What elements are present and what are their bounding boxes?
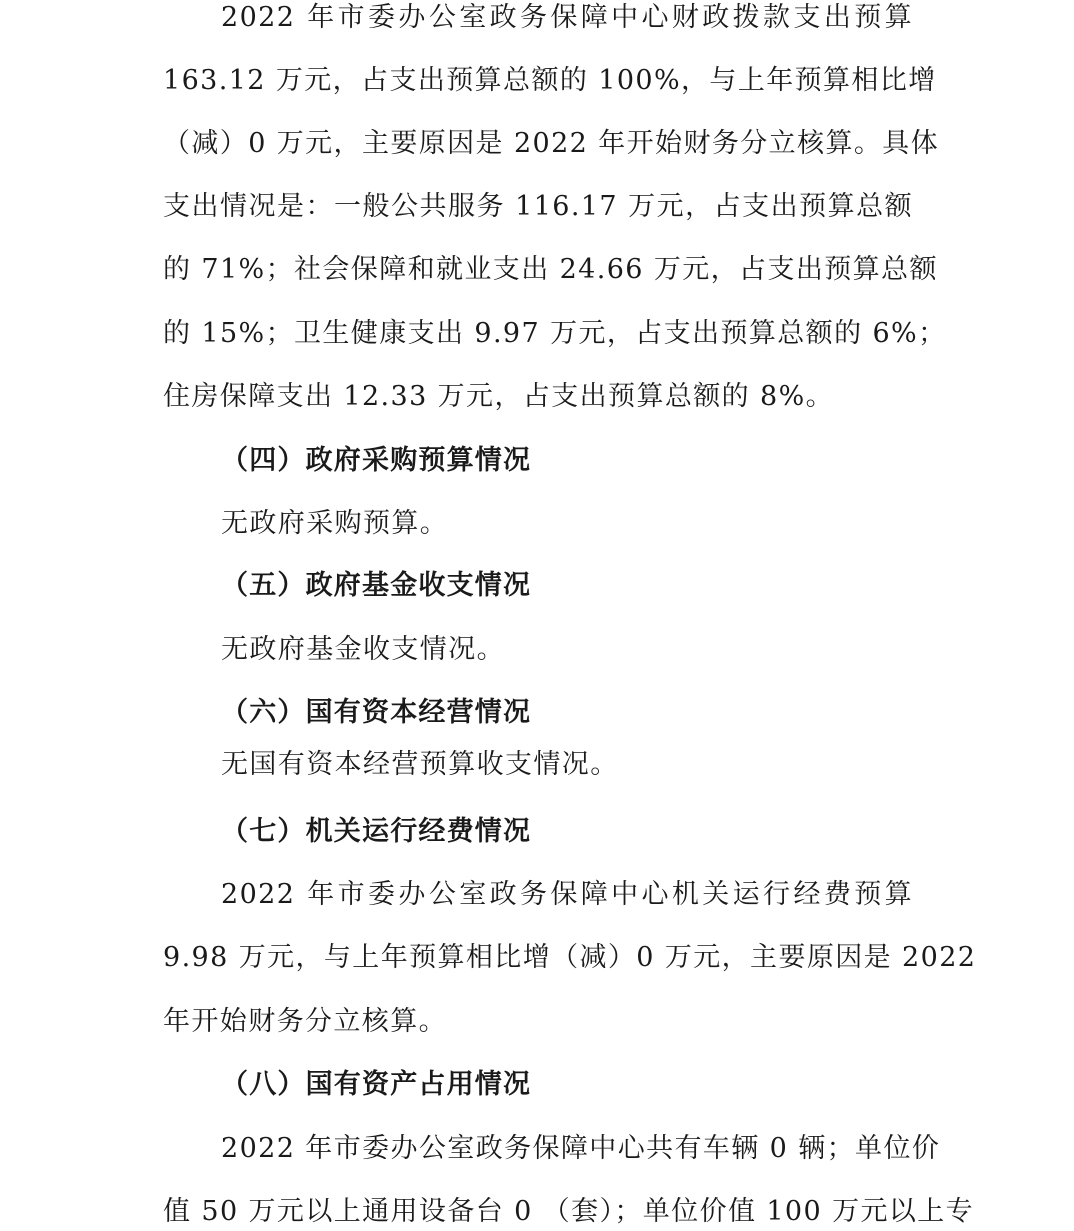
heading-government-fund: （五）政府基金收支情况	[221, 570, 532, 601]
assets-paragraph-line-1: 2022 年市委办公室政务保障中心共有车辆 0 辆；单位价	[221, 1133, 941, 1164]
procurement-body: 无政府采购预算。	[221, 508, 449, 539]
budget-paragraph-line-3: （减）0 万元，主要原因是 2022 年开始财务分立核算。具体	[163, 128, 940, 159]
budget-paragraph-line-7: 住房保障支出 12.33 万元，占支出预算总额的 8%。	[163, 381, 835, 412]
budget-paragraph-line-4: 支出情况是：一般公共服务 116.17 万元，占支出预算总额	[163, 191, 913, 222]
budget-paragraph-line-6: 的 15%；卫生健康支出 9.97 万元，占支出预算总额的 6%；	[163, 318, 947, 349]
budget-paragraph-line-2: 163.12 万元，占支出预算总额的 100%，与上年预算相比增	[163, 65, 937, 96]
heading-operating-expenses: （七）机关运行经费情况	[221, 816, 532, 847]
operating-paragraph-line-1: 2022 年市委办公室政务保障中心机关运行经费预算	[221, 879, 913, 910]
heading-state-assets: （八）国有资产占用情况	[221, 1069, 532, 1100]
assets-paragraph-line-2: 值 50 万元以上通用设备台 0 （套）；单位价值 100 万元以上专	[163, 1196, 975, 1227]
budget-paragraph-line-5: 的 71%；社会保障和就业支出 24.66 万元，占支出预算总额	[163, 254, 938, 285]
state-capital-body: 无国有资本经营预算收支情况。	[221, 749, 619, 780]
heading-state-capital: （六）国有资本经营情况	[221, 697, 532, 728]
operating-paragraph-line-2: 9.98 万元，与上年预算相比增（减）0 万元，主要原因是 2022	[163, 942, 977, 973]
operating-paragraph-line-3: 年开始财务分立核算。	[163, 1006, 447, 1037]
government-fund-body: 无政府基金收支情况。	[221, 634, 505, 665]
heading-procurement: （四）政府采购预算情况	[221, 445, 532, 476]
budget-paragraph-line-1: 2022 年市委办公室政务保障中心财政拨款支出预算	[221, 2, 913, 33]
